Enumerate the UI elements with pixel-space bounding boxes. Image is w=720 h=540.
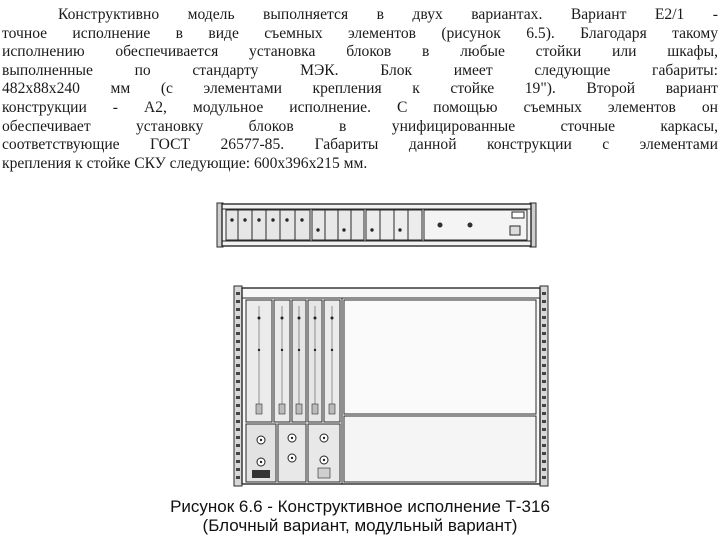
paragraph-line: крепления к стойке СКУ следующие: 600х396х215 мм. (2, 154, 368, 172)
rack-unit-block-variant (217, 203, 536, 247)
paragraph-line: исполнению обеспечивается установка блоков в любые стойки или шкафы, (2, 43, 718, 61)
body-paragraph (2, 6, 718, 173)
figure-caption: Рисунок 6.6 - Конструктивное исполнение Т-316 (170, 497, 550, 516)
paragraph-line: 482х88х240 мм (с элементами крепления к стойке 19"). Второй вариант (2, 80, 718, 98)
paragraph-line: конструкции - А2, модульное исполнение. С помощью съемных элементов он (2, 98, 718, 116)
paragraph-line: Конструктивно модель выполняется в двух вариантах. Вариант Е2/1 - (58, 6, 718, 23)
card-details (236, 292, 546, 479)
paragraph-line: соответствующие ГОСТ 26577-85. Габариты данной конструкции с элементами (2, 136, 718, 154)
cabinet-modular-variant (234, 286, 548, 486)
paragraph-line: точное исполнение в виде съемных элементов (рисунок 6.5). Благодаря такому (2, 24, 718, 42)
figure-subcaption: (Блочный вариант, модульный вариант) (202, 516, 518, 535)
paragraph-line: выполненные по стандарту МЭК. Блок имеет следующие габариты: (2, 61, 718, 79)
paragraph-line: обеспечивает установку блоков в унифицированные сточные каркасы, (2, 117, 718, 135)
